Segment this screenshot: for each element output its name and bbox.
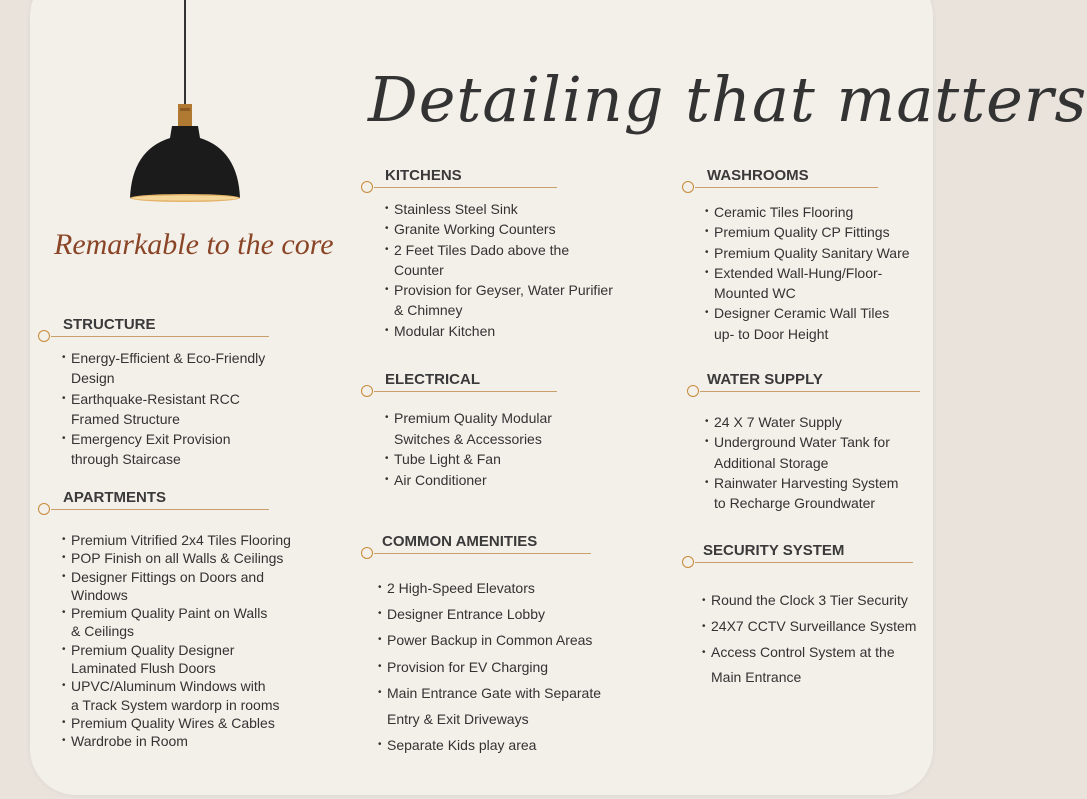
list-item-continuation: & Chimney [394, 302, 463, 319]
list-item-text: Main Entrance Gate with Separate [387, 684, 602, 701]
list-item-text: Designer Fittings on Doors and [71, 568, 264, 585]
list-item [385, 470, 552, 491]
list-item [62, 389, 265, 430]
list-item-text: 2 High-Speed Elevators [387, 580, 535, 596]
list-item-continuation: a Track System wardorp in rooms [71, 696, 280, 713]
list-item-text: 24X7 CCTV Surveillance System [711, 617, 917, 634]
list-item [705, 202, 910, 222]
list-item-text: Provision for Geyser, Water Purifier [394, 282, 613, 299]
list-item [705, 432, 898, 473]
list-item [702, 588, 916, 614]
list-item-text: Granite Working Counters [394, 221, 556, 238]
list-item-text: Modular Kitchen [394, 322, 496, 339]
list-item [62, 568, 291, 605]
list-item-text: 24 X 7 Water Supply [714, 414, 842, 430]
security-system-list [702, 588, 916, 691]
list-item [378, 680, 601, 732]
section-title: WATER SUPPLY [707, 371, 823, 388]
common-amenities-list [378, 575, 601, 758]
list-item [385, 321, 613, 341]
list-item-continuation: up- to Door Height [714, 325, 829, 342]
list-item [378, 654, 601, 680]
tagline: Remarkable to the core [54, 228, 334, 261]
list-item [385, 408, 552, 449]
list-item-text: Tube Light & Fan [394, 451, 501, 468]
list-item [62, 714, 291, 732]
list-item-text: UPVC/Aluminum Windows with [71, 678, 266, 695]
list-item-continuation: Entry & Exit Driveways [387, 711, 529, 728]
list-item [385, 449, 552, 470]
page-headline: Detailing that matters [368, 63, 1087, 136]
list-item-text: Premium Quality Wires & Cables [71, 714, 275, 731]
list-item-text: Wardrobe in Room [71, 733, 188, 750]
list-item [62, 677, 291, 714]
list-item [62, 429, 265, 470]
list-item-text: Separate Kids play area [387, 737, 537, 754]
list-item [378, 627, 601, 653]
list-item-continuation: Counter [394, 261, 444, 278]
list-item-text: Premium Quality Paint on Walls [71, 605, 268, 622]
list-item-text: Access Control System at the [711, 643, 895, 660]
list-item-continuation: through Staircase [71, 451, 181, 468]
list-item-text: Stainless Steel Sink [394, 201, 518, 217]
list-item-text: Rainwater Harvesting System [714, 474, 899, 491]
list-item [378, 601, 601, 627]
list-item-continuation: Main Entrance [711, 669, 802, 686]
list-item-text: Premium Quality Modular [394, 410, 552, 426]
list-item-text: Power Backup in Common Areas [387, 632, 593, 649]
section-title: STRUCTURE [63, 316, 156, 333]
section-marker-icon [682, 181, 694, 193]
list-item-text: Extended Wall-Hung/Floor- [714, 264, 883, 281]
list-item-continuation: Design [71, 370, 115, 387]
list-item-continuation: Windows [71, 586, 128, 603]
list-item [62, 348, 265, 389]
list-item-text: Designer Entrance Lobby [387, 606, 545, 623]
list-item-continuation: Additional Storage [714, 454, 829, 471]
list-item [385, 240, 613, 281]
water-supply-list [705, 412, 898, 513]
list-item [385, 199, 613, 219]
list-item-text: Premium Quality CP Fittings [714, 224, 890, 241]
list-item-text: Provision for EV Charging [387, 658, 549, 675]
list-item-text: Emergency Exit Provision [71, 431, 231, 448]
list-item-continuation: to Recharge Groundwater [714, 495, 876, 512]
list-item [705, 303, 910, 344]
list-item [705, 263, 910, 304]
list-item [62, 531, 291, 549]
list-item-text: Designer Ceramic Wall Tiles [714, 305, 890, 322]
list-item [62, 732, 291, 750]
list-item-text: Ceramic Tiles Flooring [714, 204, 854, 220]
list-item [385, 280, 613, 321]
list-item [705, 412, 898, 432]
list-item-text: Underground Water Tank for [714, 434, 890, 451]
section-marker-icon [361, 547, 373, 559]
list-item [705, 473, 898, 514]
list-item-continuation: & Ceilings [71, 623, 135, 640]
list-item-continuation: Laminated Flush Doors [71, 660, 216, 677]
list-item [702, 614, 916, 640]
section-title: ELECTRICAL [385, 371, 480, 388]
list-item-text: Air Conditioner [394, 471, 487, 488]
list-item [62, 641, 291, 678]
section-marker-icon [687, 385, 699, 397]
section-title: APARTMENTS [63, 489, 167, 506]
section-title: KITCHENS [385, 167, 462, 184]
section-title: SECURITY SYSTEM [703, 542, 845, 559]
section-marker-icon [682, 556, 694, 568]
list-item [62, 604, 291, 641]
list-item-text: Round the Clock 3 Tier Security [711, 592, 908, 608]
structure-list [62, 348, 265, 470]
list-item-text: Premium Vitrified 2x4 Tiles Flooring [71, 532, 291, 548]
section-marker-icon [361, 385, 373, 397]
list-item [62, 549, 291, 567]
list-item-text: Earthquake-Resistant RCC [71, 390, 240, 407]
section-title: WASHROOMS [707, 167, 809, 184]
list-item-continuation: Framed Structure [71, 410, 180, 427]
list-item [705, 243, 910, 263]
list-item [378, 732, 601, 758]
section-marker-icon [38, 330, 50, 342]
electrical-list [385, 408, 552, 490]
kitchens-list [385, 199, 613, 341]
apartments-list [62, 531, 291, 751]
list-item-text: 2 Feet Tiles Dado above the [394, 241, 570, 258]
list-item [705, 222, 910, 242]
list-item [378, 575, 601, 601]
list-item-continuation: Mounted WC [714, 285, 796, 302]
section-marker-icon [361, 181, 373, 193]
section-marker-icon [38, 503, 50, 515]
list-item-text: Energy-Efficient & Eco-Friendly [71, 350, 266, 366]
list-item [385, 219, 613, 239]
list-item [702, 640, 916, 692]
washrooms-list [705, 202, 910, 344]
list-item-text: Premium Quality Sanitary Ware [714, 244, 910, 261]
list-item-text: Premium Quality Designer [71, 641, 235, 658]
list-item-continuation: Switches & Accessories [394, 430, 542, 447]
list-item-text: POP Finish on all Walls & Ceilings [71, 550, 284, 567]
section-title: COMMON AMENITIES [382, 533, 538, 550]
